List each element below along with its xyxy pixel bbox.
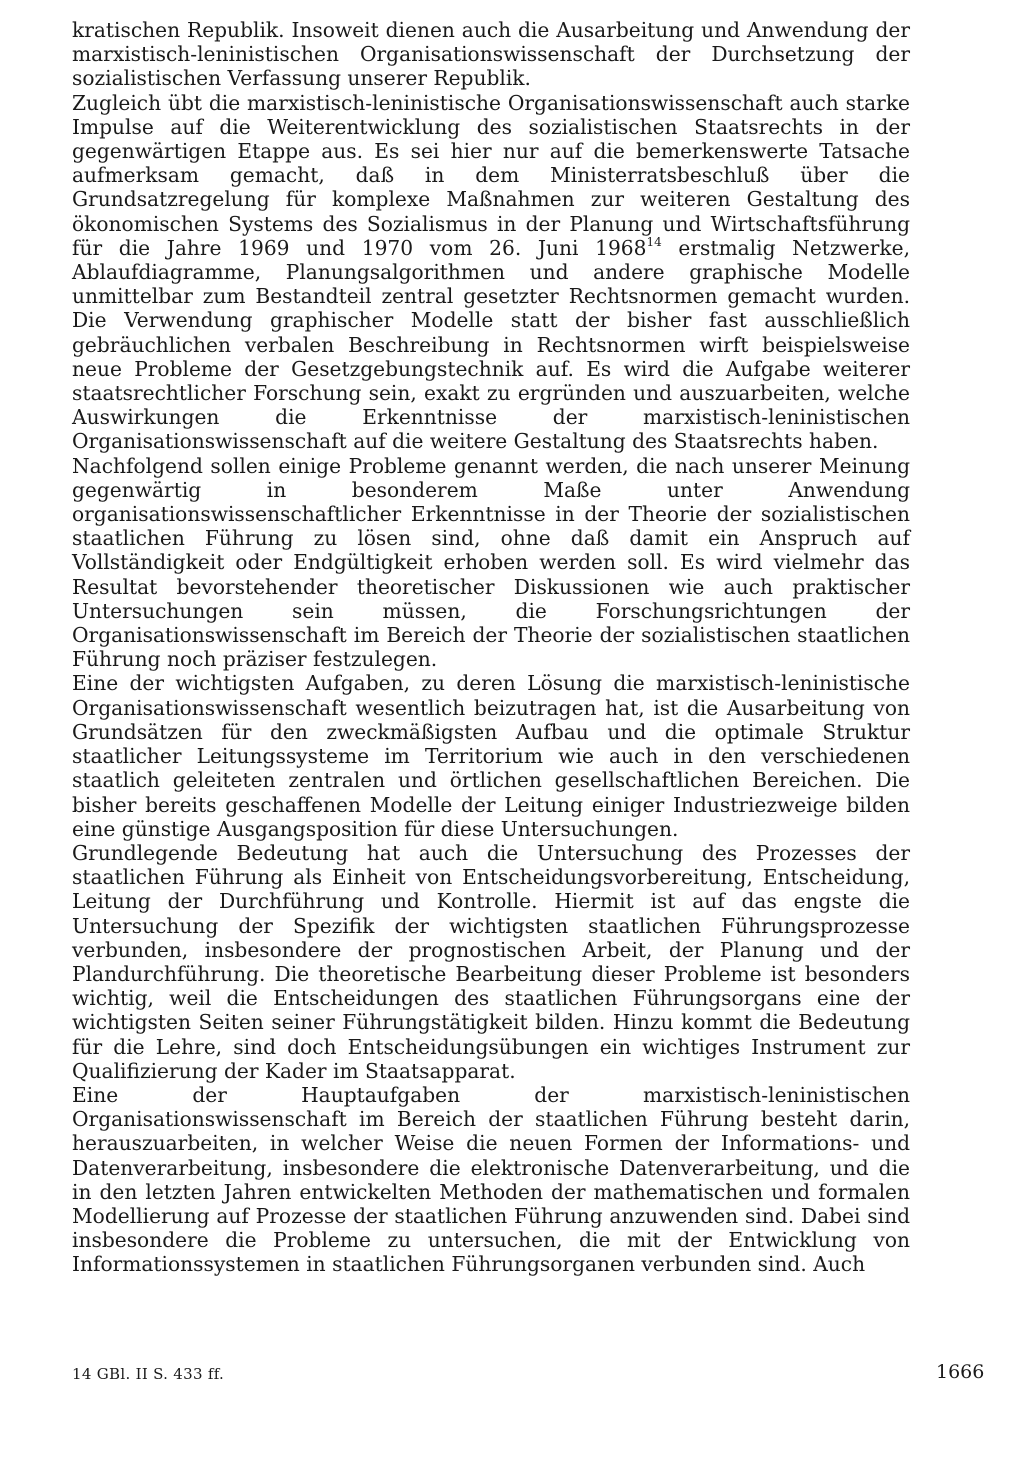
- footnote: 14 GBl. II S. 433 ff.: [72, 1365, 225, 1383]
- paragraph-1: kratischen Republik. Insoweit dienen auch die Ausarbeitung und Anwendung der marxistisch-leninistischen Organisationswissenschaft der Durchsetzung der sozialistischen Verfassung unserer Republik.: [72, 18, 910, 91]
- paragraph-4: Eine der wichtigsten Aufgaben, zu deren Lösung die marxistisch-leninistische Organisationswissenschaft wesentlich beizutragen hat, ist die Ausarbeitung von Grundsätzen für den zweckmäßigsten Aufbau und die optimale Struktur staatlicher Leitungssysteme im Territorium wie auch in den verschiedenen staatlich geleiteten zentralen und örtlichen gesellschaftlichen Bereichen. Die bisher bereits geschaffenen Modelle der Leitung einiger Industriezweige bilden eine günstige Ausgangsposition für diese Untersuchungen.: [72, 671, 910, 841]
- paragraph-3: Nachfolgend sollen einige Probleme genannt werden, die nach unserer Meinung gegenwärtig in besonderem Maße unter Anwendung organisationswissenschaftlicher Erkenntnisse in der Theorie der sozialistischen staatlichen Führung zu lösen sind, ohne daß damit ein Anspruch auf Vollständigkeit oder Endgültigkeit erhoben werden soll. Es wird vielmehr das Resultat bevorstehender theoretischer Diskussionen wie auch praktischer Untersuchungen sein müssen, die Forschungsrichtungen der Organisationswissenschaft im Bereich der Theorie der sozialistischen staatlichen Führung noch präziser festzulegen.: [72, 453, 910, 672]
- page-number: 1666: [936, 1361, 985, 1383]
- paragraph-2-text-before: Zugleich übt die marxistisch-leninistische Organisationswissenschaft auch starke Impulse auf die Weiterentwicklung des sozialistischen Staatsrechts in der gegenwärtigen Etappe aus. Es sei hier nur auf die bemerkenswerte Tatsache aufmerksam gemacht, daß in dem Ministerratsbeschluß über die Grundsatzregelung für komplexe Maßnahmen zur weiteren Gestaltung des ökonomischen Systems des Sozialismus in der Planung und Wirtschaftsführung für die Jahre 1969 und 1970 vom 26. Juni 1968: [72, 90, 910, 260]
- footnote-reference: 14: [646, 234, 662, 249]
- paragraph-5: Grundlegende Bedeutung hat auch die Untersuchung des Prozesses der staatlichen Führung als Einheit von Entscheidungsvorbereitung, Entscheidung, Leitung der Durchführung und Kontrolle. Hiermit ist auf das engste die Untersuchung der Spezifik der wichtigsten staatlichen Führungsprozesse verbunden, insbesondere der prognostischen Arbeit, der Planung und der Plandurchführung. Die theoretische Bearbeitung dieser Probleme ist besonders wichtig, weil die Entscheidungen des staatlichen Führungsorgans eine der wichtigsten Seiten seiner Führungstätigkeit bilden. Hinzu kommt die Bedeutung für die Lehre, sind doch Entscheidungsübungen ein wichtiges Instrument zur Qualifizierung der Kader im Staatsapparat.: [72, 840, 910, 1083]
- page-body: [72, 18, 910, 1277]
- paragraph-2: [72, 91, 910, 454]
- paragraph-6: Eine der Hauptaufgaben der marxistisch-leninistischen Organisationswissenschaft im Bereich der staatlichen Führung besteht darin, herauszuarbeiten, in welcher Weise die neuen Formen der Informations- und Datenverarbeitung, insbesondere die elektronische Datenverarbeitung, und die in den letzten Jahren entwickelten Methoden der mathematischen und formalen Modellierung auf Prozesse der staatlichen Führung anzuwenden sind. Dabei sind insbesondere die Probleme zu untersuchen, die mit der Entwicklung von Informationssystemen in staatlichen Führungsorganen verbunden sind. Auch: [72, 1082, 910, 1277]
- paragraph-2-text-after: erstmalig Netzwerke, Ablaufdiagramme, Planungsalgorithmen und andere graphische Modelle unmittelbar zum Bestandteil zentral gesetzter Rechtsnormen gemacht wurden. Die Verwendung graphischer Modelle statt der bisher fast ausschließlich gebräuchlichen verbalen Beschreibung in Rechtsnormen wirft beispielsweise neue Probleme der Gesetzgebungstechnik auf. Es wird die Aufgabe weiterer staatsrechtlicher Forschung sein, exakt zu ergründen und auszuarbeiten, welche Auswirkungen die Erkenntnisse der marxistisch-leninistischen Organisationswissenschaft auf die weitere Gestaltung des Staatsrechts haben.: [72, 235, 910, 454]
